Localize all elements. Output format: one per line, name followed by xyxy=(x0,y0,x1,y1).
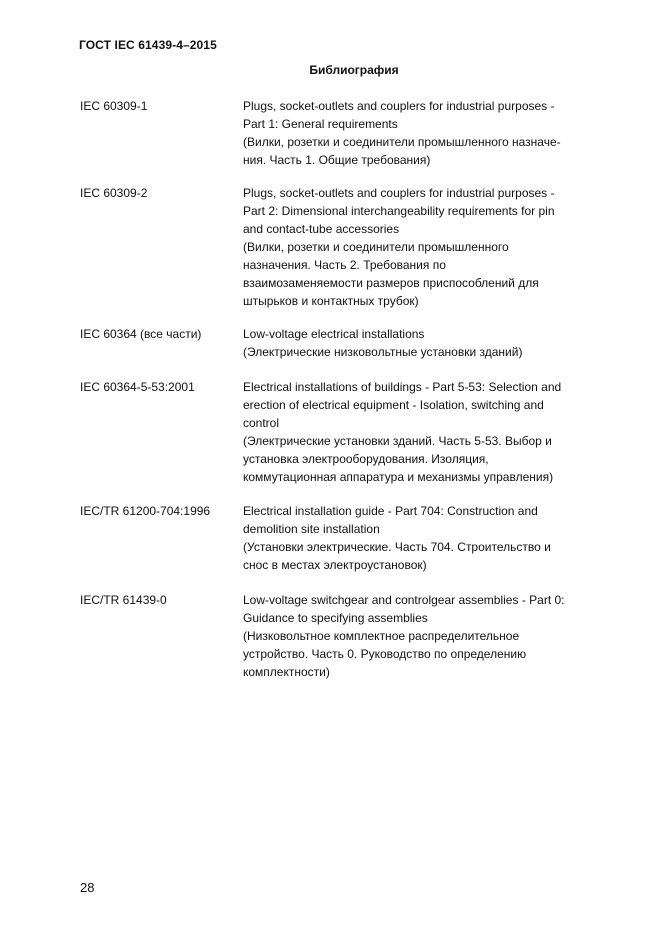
reference-line: штырьков и контактных трубок) xyxy=(243,294,419,308)
reference-line: устройство. Часть 0. Руководство по определению xyxy=(243,647,527,661)
reference-line: Part 1: General requirements xyxy=(243,117,398,131)
reference-code: IEC 60364-5-53:2001 xyxy=(80,380,195,394)
reference-code: IEC 60309-2 xyxy=(80,186,148,200)
reference-line: erection of electrical equipment - Isolation, switching and xyxy=(243,398,544,412)
reference-line: Guidance to specifying assemblies xyxy=(243,611,428,625)
reference-code: IEC 60309-1 xyxy=(80,99,148,113)
reference-line: (Электрические установки зданий. Часть 5-53. Выбор и xyxy=(243,434,552,448)
reference-code: IEC/TR 61200-704:1996 xyxy=(80,504,211,518)
reference-line: установка электрооборудования. Изоляция, xyxy=(243,452,489,466)
reference-line: Low-voltage switchgear and controlgear assemblies - Part 0: xyxy=(243,593,565,607)
bibliography-title: Библиография xyxy=(309,63,399,77)
reference-line: ния. Часть 1. Общие требования) xyxy=(243,153,431,167)
reference-description xyxy=(243,97,605,169)
reference-code: IEC/TR 61439-0 xyxy=(80,593,167,607)
reference-line: (Низковольтное комплектное распределительное xyxy=(243,629,520,643)
reference-line: demolition site installation xyxy=(243,522,380,536)
reference-line: снос в местах электроустановок) xyxy=(243,558,427,572)
reference-description xyxy=(243,591,605,681)
reference-line: Plugs, socket-outlets and couplers for industrial purposes - xyxy=(243,99,555,113)
standard-code-header: ГОСТ IEC 61439-4–2015 xyxy=(79,38,217,52)
reference-line: (Вилки, розетки и соединители промышленного xyxy=(243,240,509,254)
reference-line: Low-voltage electrical installations xyxy=(243,327,425,341)
reference-description xyxy=(243,325,605,361)
reference-line: (Электрические низковольтные установки зданий) xyxy=(243,345,523,359)
reference-line: (Установки электрические. Часть 704. Строительство и xyxy=(243,540,551,554)
reference-line: and contact-tube accessories xyxy=(243,222,400,236)
reference-line: Electrical installation guide - Part 704: Construction and xyxy=(243,504,538,518)
page-number: 28 xyxy=(80,880,95,895)
reference-line: Electrical installations of buildings - Part 5-53: Selection and xyxy=(243,380,562,394)
reference-code: IEC 60364 (все части) xyxy=(80,327,202,341)
reference-line: коммутационная аппаратура и механизмы управления) xyxy=(243,470,554,484)
reference-line: control xyxy=(243,416,280,430)
reference-line: Plugs, socket-outlets and couplers for industrial purposes - xyxy=(243,186,555,200)
reference-line: (Вилки, розетки и соединители промышленного назначе- xyxy=(243,135,561,149)
reference-line: Part 2: Dimensional interchangeability requirements for pin xyxy=(243,204,555,218)
reference-line: комплектности) xyxy=(243,665,330,679)
reference-line: назначения. Часть 2. Требования по xyxy=(243,258,446,272)
reference-description xyxy=(243,502,605,574)
reference-line: взаимозаменяемости размеров приспособлений для xyxy=(243,276,539,290)
reference-description xyxy=(243,378,605,486)
reference-description xyxy=(243,184,605,310)
